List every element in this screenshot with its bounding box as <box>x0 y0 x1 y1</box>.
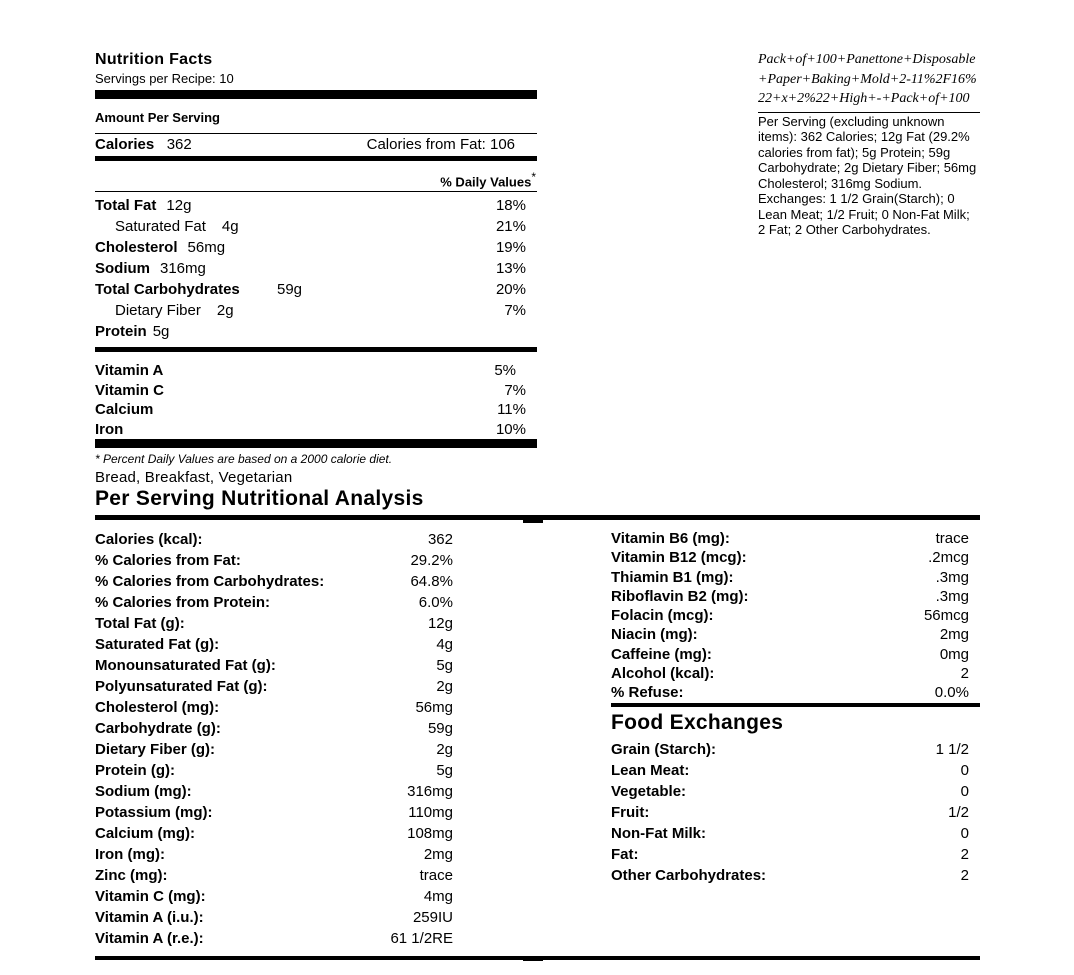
exchange-row <box>611 802 969 823</box>
analysis-row <box>95 571 453 592</box>
row-label: Fruit: <box>611 804 650 821</box>
row-value: 2mg <box>423 846 453 863</box>
row-value: 2g <box>436 741 453 758</box>
row-label: Protein (g): <box>95 762 175 779</box>
row-label: Non-Fat Milk: <box>611 825 706 842</box>
row-label: Caffeine (mg): <box>611 645 712 663</box>
nutrient-label: Cholesterol <box>95 239 178 256</box>
analysis-row <box>611 645 969 664</box>
analysis-row <box>95 550 453 571</box>
analysis-row <box>95 907 453 928</box>
nutrient-percent: 21% <box>495 218 526 235</box>
row-value: 4g <box>436 636 453 653</box>
nutrient-amount: 56mg <box>187 239 226 256</box>
vitamin-percent: 10% <box>495 420 526 438</box>
analysis-row <box>95 655 453 676</box>
food-exchanges-divider <box>611 703 980 707</box>
row-label: Vitamin A (r.e.): <box>95 930 204 947</box>
row-label: Vitamin B6 (mg): <box>611 530 730 547</box>
food-exchanges-list <box>611 739 969 886</box>
vitamin-label: Vitamin C <box>95 381 164 399</box>
row-value: 5g <box>436 762 453 779</box>
exchange-row <box>611 865 969 886</box>
nutrient-row-protein <box>95 321 537 342</box>
vitamin-label: Iron <box>95 420 124 438</box>
row-value: 0mg <box>939 645 969 663</box>
analysis-row <box>95 928 453 949</box>
row-label: Vitamin C (mg): <box>95 888 206 905</box>
analysis-bottom-divider <box>95 956 980 960</box>
row-label: Other Carbohydrates: <box>611 867 767 884</box>
analysis-row <box>611 625 969 644</box>
row-label: Thiamin B1 (mg): <box>611 568 734 586</box>
recipe-categories: Bread, Breakfast, Vegetarian <box>95 469 293 486</box>
analysis-row <box>95 802 453 823</box>
analysis-row <box>611 568 969 587</box>
nutrient-label: Protein <box>95 323 147 340</box>
row-label: Carbohydrate (g): <box>95 720 221 737</box>
row-label: Vitamin B12 (mcg): <box>611 549 747 567</box>
nutrient-amount: 2g <box>216 302 234 319</box>
row-label: Sodium (mg): <box>95 783 192 800</box>
nutrient-row-sodium <box>95 258 537 279</box>
servings-per-recipe: Servings per Recipe: 10 <box>95 71 234 86</box>
exchange-row <box>611 844 969 865</box>
analysis-row <box>95 781 453 802</box>
row-label: Monounsaturated Fat (g): <box>95 657 276 674</box>
row-value: 6.0% <box>418 594 453 611</box>
nutrient-label: Total Fat <box>95 197 157 214</box>
analysis-row <box>95 676 453 697</box>
row-value: 1/2 <box>948 804 969 821</box>
amount-per-serving-heading: Amount Per Serving <box>95 110 220 125</box>
row-value: 0 <box>960 783 969 800</box>
row-label: Grain (Starch): <box>611 741 717 758</box>
row-value: 2 <box>960 665 969 683</box>
exchange-row <box>611 760 969 781</box>
analysis-row <box>95 760 453 781</box>
row-label: Riboflavin B2 (mg): <box>611 587 749 605</box>
nutrient-amount: 5g <box>152 323 170 340</box>
calories-value: 362 <box>166 136 192 153</box>
row-label: % Calories from Fat: <box>95 552 241 569</box>
recipe-description <box>758 50 980 238</box>
row-value: 316mg <box>407 783 453 800</box>
nutrition-facts-title: Nutrition Facts <box>95 51 213 68</box>
nutrient-label: Dietary Fiber <box>115 302 201 319</box>
row-value: 5g <box>436 657 453 674</box>
nutrient-amount: 316mg <box>160 260 206 277</box>
nutrient-percent: 20% <box>495 281 526 298</box>
calories-from-fat: Calories from Fat: 106 <box>366 136 515 153</box>
row-label: Folacin (mcg): <box>611 607 714 625</box>
nutrient-row-total-carbohydrates <box>95 279 537 300</box>
row-value: 108mg <box>407 825 453 842</box>
vitamin-label: Calcium <box>95 401 154 418</box>
nutrient-percent: 13% <box>495 260 526 277</box>
per-serving-summary: Per Serving (excluding unknown items): 362 Calories; 12g Fat (29.2% calories from fat); 5g Protein; 59g Carbohydrate; 2g Dietary Fiber; 56mg Cholesterol; 316mg Sodium. Exchanges: 1 1/2 Grain(Starch); 0 Lean Meat; 1/2 Fruit; 0 Non-Fat Milk; 2 Fat; 2 Other Carbohydrates. <box>758 113 977 237</box>
row-label: Total Fat (g): <box>95 615 185 632</box>
analysis-left-column <box>95 529 453 949</box>
nutrient-list <box>95 192 537 347</box>
analysis-row <box>611 587 969 606</box>
nutrient-label: Sodium <box>95 260 150 277</box>
row-label: % Refuse: <box>611 684 684 702</box>
analysis-row <box>95 844 453 865</box>
row-value: 0 <box>960 825 969 842</box>
row-value: 12g <box>427 615 453 632</box>
calories-cell <box>95 134 192 156</box>
row-value: 29.2% <box>410 552 453 569</box>
analysis-row <box>611 606 969 625</box>
daily-values-label: % Daily Values <box>440 174 532 190</box>
row-label: Zinc (mg): <box>95 867 168 884</box>
analysis-row <box>95 865 453 886</box>
daily-values-heading <box>95 161 537 191</box>
recipe-title: Pack+of+100+Panettone+Disposable+Paper+Baking+Mold+2-11%2F16%22+x+2%22+High+-+Pack+of+100 <box>758 52 977 106</box>
daily-values-footnote: * Percent Daily Values are based on a 2000 calorie diet. <box>95 452 393 466</box>
analysis-top-divider <box>95 515 980 520</box>
nutrient-percent: 7% <box>504 302 526 319</box>
row-value: 61 1/2RE <box>390 930 453 947</box>
row-value: 59g <box>427 720 453 737</box>
nutrient-amount: 4g <box>221 218 239 235</box>
nutrient-amount: 12g <box>166 197 192 214</box>
nutrient-percent: 19% <box>495 239 526 256</box>
analysis-row <box>611 548 969 567</box>
row-label: Vitamin A (i.u.): <box>95 909 204 926</box>
row-label: Iron (mg): <box>95 846 165 863</box>
analysis-row <box>611 664 969 683</box>
row-value: 2 <box>960 867 969 884</box>
daily-values-asterisk: * <box>531 170 536 184</box>
row-label: % Calories from Carbohydrates: <box>95 573 325 590</box>
row-value: 56mcg <box>923 607 969 625</box>
nutrition-facts-label <box>95 50 537 488</box>
row-value: 259IU <box>412 909 453 926</box>
analysis-right-column <box>611 529 969 703</box>
vitamin-row-a <box>95 361 537 381</box>
vitamin-row-iron <box>95 420 537 440</box>
nutrient-row-saturated-fat <box>95 216 537 237</box>
analysis-row <box>95 529 453 550</box>
nutrient-label: Saturated Fat <box>115 218 206 235</box>
analysis-row <box>95 634 453 655</box>
row-label: Lean Meat: <box>611 762 690 779</box>
analysis-row <box>95 718 453 739</box>
vitamin-row-c <box>95 381 537 401</box>
row-value: trace <box>419 867 453 884</box>
nutrient-row-cholesterol <box>95 237 537 258</box>
nutrient-row-dietary-fiber <box>95 300 537 321</box>
row-value: trace <box>935 530 969 547</box>
row-label: Vegetable: <box>611 783 687 800</box>
analysis-row <box>611 529 969 548</box>
row-value: 64.8% <box>410 573 453 590</box>
row-label: Saturated Fat (g): <box>95 636 220 653</box>
analysis-row <box>95 823 453 844</box>
row-value: .2mcg <box>928 549 969 567</box>
row-label: Niacin (mg): <box>611 626 698 644</box>
row-value: .3mg <box>935 587 969 605</box>
row-label: Potassium (mg): <box>95 804 213 821</box>
analysis-row <box>95 697 453 718</box>
analysis-row <box>95 739 453 760</box>
nutrient-label: Total Carbohydrates <box>95 281 240 298</box>
food-exchanges-title: Food Exchanges <box>611 711 784 734</box>
analysis-row <box>611 683 969 702</box>
row-value: 0 <box>960 762 969 779</box>
vitamin-row-calcium <box>95 400 537 420</box>
row-value: 4mg <box>423 888 453 905</box>
analysis-row <box>95 613 453 634</box>
row-label: Fat: <box>611 846 639 863</box>
row-label: % Calories from Protein: <box>95 594 271 611</box>
row-label: Dietary Fiber (g): <box>95 741 216 758</box>
vitamin-label: Vitamin A <box>95 362 164 379</box>
row-value: 2 <box>960 846 969 863</box>
analysis-title: Per Serving Nutritional Analysis <box>95 487 424 510</box>
nutrient-row-total-fat <box>95 195 537 216</box>
row-label: Polyunsaturated Fat (g): <box>95 678 268 695</box>
description-divider <box>758 112 980 113</box>
vitamin-percent: 7% <box>504 381 526 399</box>
row-value: 0.0% <box>934 684 969 702</box>
thick-divider <box>95 439 537 448</box>
nutrient-percent: 18% <box>495 197 526 214</box>
row-value: 362 <box>427 531 453 548</box>
row-value: 110mg <box>408 804 453 821</box>
exchange-row <box>611 781 969 802</box>
row-label: Alcohol (kcal): <box>611 665 715 683</box>
row-label: Cholesterol (mg): <box>95 699 220 716</box>
vitamin-percent: 5% <box>494 362 516 379</box>
row-value: 56mg <box>415 699 453 716</box>
analysis-row <box>95 886 453 907</box>
analysis-row <box>95 592 453 613</box>
row-value: .3mg <box>935 568 969 586</box>
row-value: 1 1/2 <box>935 741 969 758</box>
thick-divider <box>95 90 537 99</box>
row-label: Calcium (mg): <box>95 825 196 842</box>
row-label: Calories (kcal): <box>95 531 203 548</box>
row-value: 2mg <box>939 626 969 644</box>
row-value: 2g <box>436 678 453 695</box>
exchange-row <box>611 823 969 844</box>
vitamin-list <box>95 352 537 439</box>
nutrient-amount: 59g <box>277 281 303 298</box>
vitamin-percent: 11% <box>497 401 526 418</box>
calories-label: Calories <box>95 136 155 153</box>
exchange-row <box>611 739 969 760</box>
calories-row <box>95 134 537 156</box>
